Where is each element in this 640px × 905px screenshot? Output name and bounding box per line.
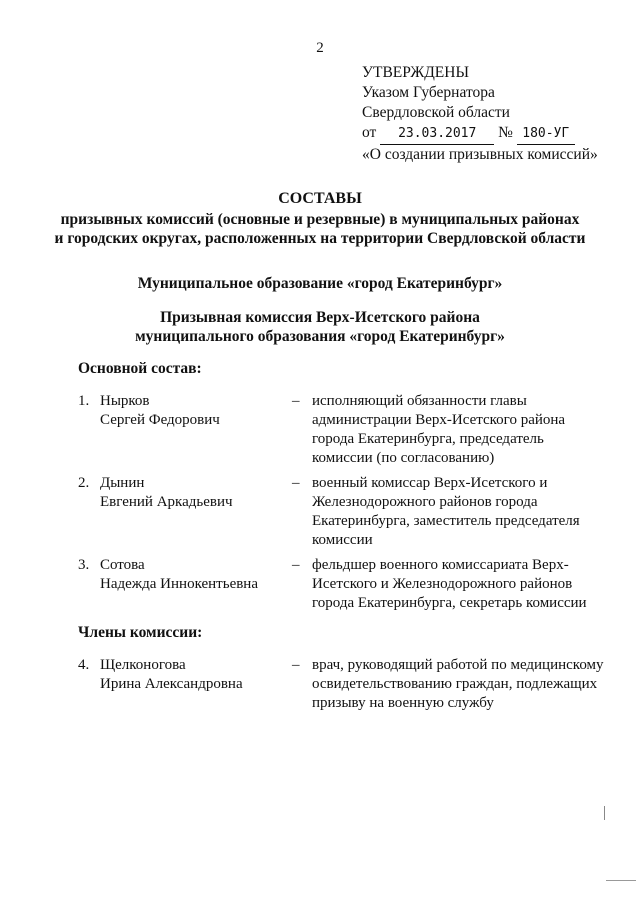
member-name	[100, 392, 290, 430]
role-line: комиссии (по согласованию)	[312, 450, 495, 466]
member-given-name: Ирина Александровна	[100, 676, 243, 692]
page-number: 2	[316, 40, 324, 56]
role-line: фельдшер военного комиссариата Верх-	[312, 557, 569, 573]
subtitle-line-2: и городских округах, расположенных на территории Свердловской области	[54, 230, 586, 247]
role-line: администрации Верх-Исетского района	[312, 412, 566, 428]
commission-line-1: Призывная комиссия Верх-Исетского района	[160, 309, 480, 326]
member-given-name: Сергей Федорович	[100, 412, 220, 428]
member-role	[312, 474, 612, 550]
member-name	[100, 556, 290, 594]
role-line: Исетского и Железнодорожного районов	[312, 576, 573, 592]
role-line: Железнодорожного районов города	[312, 494, 538, 510]
role-line: призыву на военную службу	[312, 695, 494, 711]
member-number: 3.	[78, 557, 90, 573]
member-surname: Нырков	[100, 393, 150, 409]
member-role	[312, 656, 612, 713]
member-dash: –	[292, 557, 300, 573]
member-dash: –	[292, 657, 300, 673]
approval-number: 180-УГ	[517, 124, 575, 145]
approval-subject: «О создании призывных комиссий»	[362, 146, 598, 163]
role-line: Екатеринбурга, заместитель председателя	[312, 513, 580, 529]
role-line: города Екатеринбурга, председатель	[312, 431, 544, 447]
member-number: 4.	[78, 657, 90, 673]
role-line: города Екатеринбурга, секретарь комиссии	[312, 595, 587, 611]
commission-line-2: муниципального образования «город Екатеринбург»	[135, 328, 505, 345]
member-given-name: Евгений Аркадьевич	[100, 494, 233, 510]
role-line: исполняющий обязанности главы	[312, 393, 527, 409]
scan-edge-line	[606, 880, 636, 881]
approval-stamp	[362, 63, 622, 165]
document-title: СОСТАВЫ	[278, 190, 362, 207]
member-name	[100, 474, 290, 512]
document-subtitle	[0, 210, 640, 248]
section-main-composition: Основной состав:	[78, 360, 202, 377]
member-surname: Дынин	[100, 475, 145, 491]
approval-date-line	[362, 123, 622, 145]
section-commission-members: Члены комиссии:	[78, 624, 203, 641]
approval-number-label: №	[498, 124, 513, 141]
scan-mark	[604, 806, 605, 820]
approval-from-label: от	[362, 124, 377, 141]
role-line: врач, руководящий работой по медицинскому	[312, 657, 604, 673]
member-name	[100, 656, 290, 694]
member-dash: –	[292, 475, 300, 491]
member-number: 2.	[78, 475, 90, 491]
member-number: 1.	[78, 393, 90, 409]
approval-region: Свердловской области	[362, 104, 510, 121]
approval-approved: УТВЕРЖДЕНЫ	[362, 64, 469, 81]
member-dash: –	[292, 393, 300, 409]
role-line: освидетельствованию граждан, подлежащих	[312, 676, 598, 692]
approval-date: 23.03.2017	[380, 124, 494, 145]
member-given-name: Надежда Иннокентьевна	[100, 576, 258, 592]
subtitle-line-1: призывных комиссий (основные и резервные) в муниципальных районах	[60, 211, 580, 228]
member-surname: Сотова	[100, 557, 145, 573]
member-role	[312, 556, 612, 613]
member-surname: Щелконогова	[100, 657, 186, 673]
municipality-heading: Муниципальное образование «город Екатеринбург»	[137, 275, 503, 292]
role-line: военный комиссар Верх-Исетского и	[312, 475, 548, 491]
member-role	[312, 392, 612, 468]
approval-decree-of: Указом Губернатора	[362, 84, 495, 101]
role-line: комиссии	[312, 532, 373, 548]
commission-heading	[0, 308, 640, 346]
